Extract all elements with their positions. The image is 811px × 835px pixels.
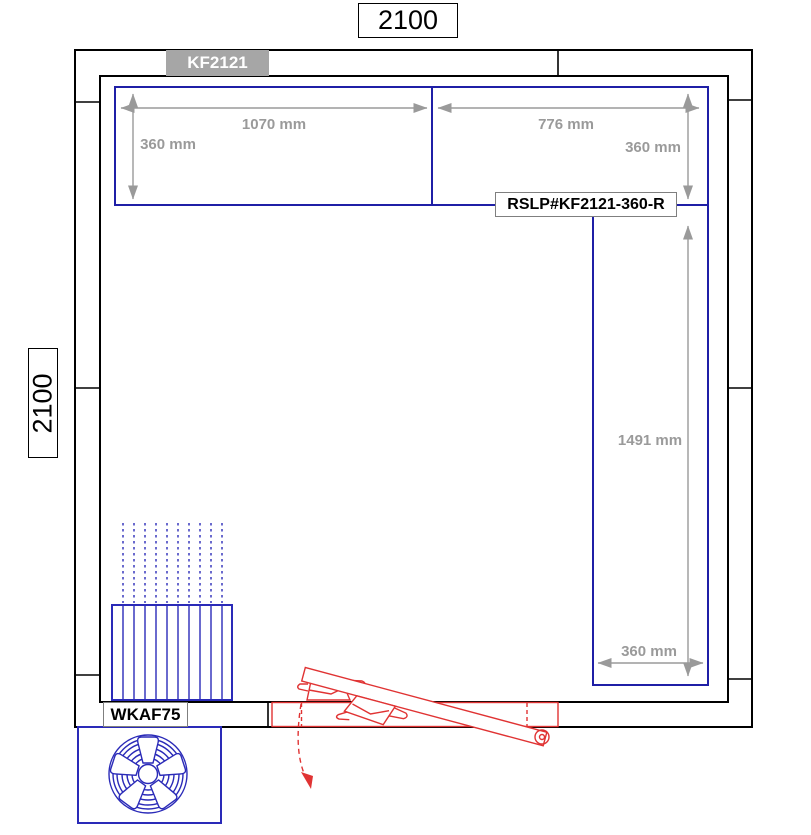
dim-text-top-right-length: 776 mm — [538, 116, 594, 133]
dimension-lines — [121, 94, 703, 676]
fan-icon — [109, 735, 187, 813]
fan-unit — [78, 727, 221, 823]
fan-model-label: WKAF75 — [110, 704, 181, 724]
evaporator-body — [112, 605, 232, 700]
evaporator-fins — [123, 605, 222, 700]
fan-model-tag[interactable] — [103, 702, 188, 727]
door-leaf-open — [295, 668, 547, 772]
door-swing-arrow — [301, 772, 313, 789]
dim-text-top-right-depth: 360 mm — [625, 139, 681, 156]
overall-width-box — [358, 3, 458, 38]
inner-wall — [100, 76, 728, 702]
dim-text-top-left-length: 1070 mm — [241, 116, 307, 133]
overall-height-box — [28, 348, 58, 458]
shelving-outlines — [115, 87, 708, 685]
coldroom-model-label: KF2121 — [187, 53, 248, 72]
fan-hub — [139, 765, 158, 784]
evaporator-unit — [112, 523, 232, 700]
coldroom-model-tag[interactable] — [166, 50, 269, 76]
airflow-dashed-lines — [123, 523, 222, 603]
door — [272, 668, 558, 789]
shelving-model-label: RSLP#KF2121-360-R — [507, 195, 665, 213]
dim-text-right-depth: 360 mm — [621, 643, 677, 660]
overall-width-value: 2100 — [377, 5, 439, 35]
dim-text-right-length: 1491 mm — [617, 432, 683, 449]
door-swing-arc — [298, 704, 308, 782]
shelving-model-tag[interactable] — [495, 192, 677, 217]
dim-text-top-left-depth: 360 mm — [140, 136, 196, 153]
overall-height-value: 2100 — [27, 372, 58, 434]
